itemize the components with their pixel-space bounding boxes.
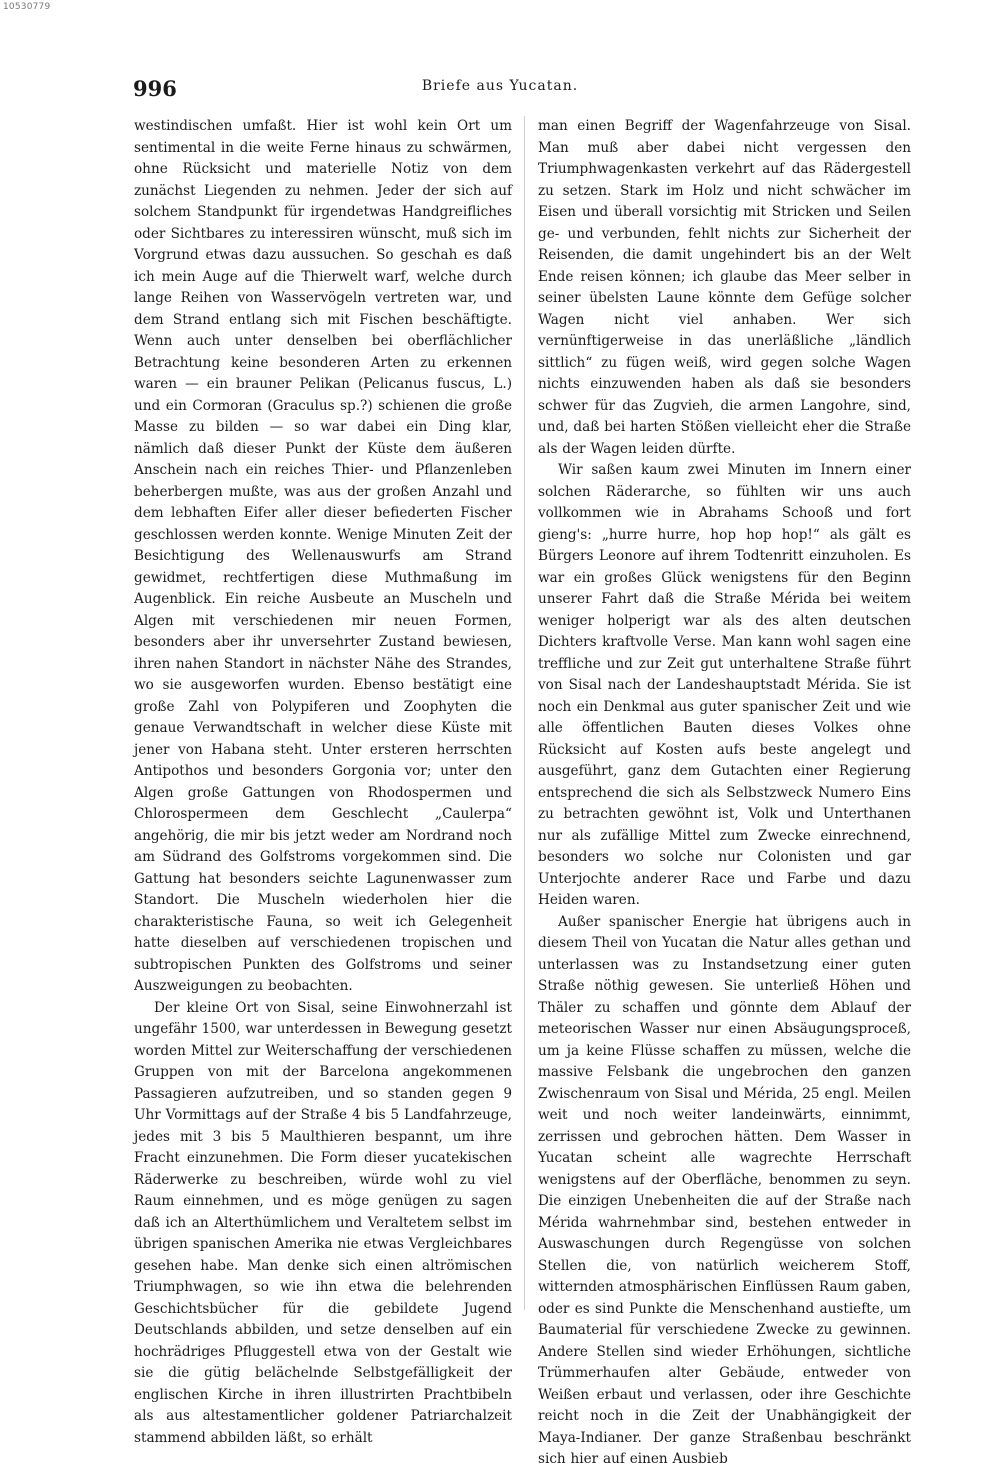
paragraph: westindischen umfaßt. Hier ist wohl kein Ort um sentimental in die weite Ferne hinaus zu schwärmen, ohne Rücksicht und materielle Notiz von dem zunächst Liegenden zu nehmen. Jeder der sich auf solchem Standpunkt für irgendetwas Handgreifliches oder Sichtbares zu interessiren wünscht, muß sich im Vorgrund etwas dazu aussuchen. So geschah es daß ich mein Auge auf die Thierwelt warf, welche durch lange Reihen von Wasservögeln vertreten war, und dem Strand entlang sich mit Fischen beschäftigte. Wenn auch unter denselben bei oberflächlicher Betrachtung keine besonderen Arten zu erkennen waren — ein brauner Pelikan (Pelicanus fuscus, L.) und ein Cormoran (Graculus sp.?) schienen die große Masse zu bilden — so war dabei ein Ding klar, nämlich daß dieser Punkt der Küste dem äußeren Anschein nach ein reiches Thier- und Pflanzenleben beherbergen mußte, was aus der großen Anzahl und dem lebhaften Eifer aller dieser befiederten Fischer geschlossen werden konnte. Wenige Minuten Zeit der Besichtigung des Wellenauswurfs am Strand gewidmet, rechtfertigen diese Muthmaßung im Augenblick. Ein reiche Ausbeute an Muscheln und Algen mit verschiedenen mir neuen Formen, besonders aber ihr unversehrter Zustand bewiesen, ihren nahen Standort in nächster Nähe des Strandes, wo sie ausgeworfen wurden. Ebenso bestätigt eine große Zahl von Polypiferen und Zoophyten die genaue Verwandtschaft in welcher diese Küste mit jener von Habana steht. Unter ersteren herrschten Antipothos und besonders Gorgonia vor; unter den Algen große Gattungen von Rhodospermen und Chlorospermeen dem Geschlecht „Caulerpa“ angehörig, die mir bis jetzt weder am Nordrand noch am Südrand des Golfstroms vorgekommen sind. Die Gattung hat besonders seichte Lagunenwasser zum Standort. Die Muscheln wiederholen hier die charakteristische Fauna, so weit ich Gelegenheit hatte dieselben auf verschiedenen tropischen und subtropischen Punkten des Golfstroms und seiner Auszweigungen zu beobachten. bbox=[134, 118, 512, 994]
paragraph: man einen Begriff der Wagenfahrzeuge von Sisal. Man muß aber dabei nicht vergessen den Triumphwagenkasten verkehrt auf das Rädergestell zu setzen. Stark im Holz und nicht schwächer im Eisen und überall vorsichtig mit Stricken und Seilen ge- und verbunden, fehlt nichts zur Sicherheit der Reisenden, die damit ungehindert bis an der Welt Ende reisen können; ich glaube das Meer selber in seiner übelsten Laune könnte dem Gefüge solcher Wagen nicht viel anhaben. Wer sich vernünftigerweise in das unerläßliche „ländlich sittlich“ zu fügen weiß, wird gegen solche Wagen nichts einzuwenden haben als daß sie besonders schwer für das Zugvieh, die armen Langohre, sind, und, daß bei harten Stößen vielleicht eher die Straße als der Wagen leiden dürfte. bbox=[538, 118, 911, 457]
paragraph: Der kleine Ort von Sisal, seine Einwohnerzahl ist ungefähr 1500, war unterdessen in Bewegung gesetzt worden Mittel zur Weiterschaffung der verschiedenen Gruppen von mit der Barcelona angekommenen Passagieren aufzutreiben, und so standen gegen 9 Uhr Vormittags auf der Straße 4 bis 5 Landfahrzeuge, jedes mit 3 bis 5 Maulthieren bespannt, um ihre Fracht einzunehmen. Die Form dieser yucatekischen Räderwerke zu beschreiben, würde wohl zu viel Raum einnehmen, und es möge genügen zu sagen daß ich an Alterthümlichem und Veraltetem selbst im übrigen spanischen Amerika nie etwas Vergleichbares gesehen habe. Man denke sich einen altrömischen Triumphwagen, so wie ihn etwa die belehrenden Geschichtsbücher für die gebildete Jugend Deutschlands abbilden, und setze denselben auf ein hochrädriges Pfluggestell etwa von der Gestalt wie sie die gütig belächelnde Selbstgefälligkeit der englischen Kirche in ihren illustrirten Prachtbibeln als aus altestamentlicher goldener Patriarchalzeit stammend abbilden läßt, so erhält bbox=[134, 999, 512, 1446]
left-column bbox=[134, 116, 512, 1446]
column-divider bbox=[524, 116, 525, 1310]
running-title: Briefe aus Yucatan. bbox=[421, 78, 579, 94]
paragraph: Wir saßen kaum zwei Minuten im Innern einer solchen Räderarche, so fühlten wir uns auch vollkommen wie in Abrahams Schooß und fort gieng's: „hurre hurre, hop hop hop!“ als gält es Bürgers Leonore auf ihrem Todtenritt einzuholen. Es war ein großes Glück wenigstens für den Beginn unserer Fahrt daß die Straße Mérida bei weitem weniger holperigt war als des alten deutschen Dichters kraftvolle Verse. Man kann wohl sagen eine treffliche und zur Zeit gut unterhaltene Straße führt von Sisal nach der Landeshauptstadt Mérida. Sie ist noch ein Denkmal aus guter spanischer Zeit und wie alle öffentlichen Bauten dieses Volkes ohne Rücksicht auf Kosten aufs beste angelegt und ausgeführt, ganz dem Gutachten einer Regierung entsprechend die sich als Selbstzweck Numero Eins zu betrachten gewöhnt ist, Volk und Unterthanen nur als zufällige Mittel zum Zwecke einrechnend, besonders wo solche nur Colonisten und gar Unterjochte anderer Race und Farbe und dazu Heiden waren. bbox=[538, 462, 911, 908]
right-column bbox=[538, 116, 911, 1467]
scan-id: 10530779 bbox=[3, 2, 51, 12]
page-number: 996 bbox=[133, 76, 177, 101]
paragraph: Außer spanischer Energie hat übrigens auch in diesem Theil von Yucatan die Natur alles gethan und unterlassen was zu Instandsetzung einer guten Straße nöthig gewesen. Sie unterließ Höhen und Thäler zu schaffen und gönnte dem Ablauf der meteorischen Wasser nur einen Absäugungsproceß, um ja keine Flüsse schaffen zu müssen, welche die massive Felsbank die ungebrochen den ganzen Zwischenraum von Sisal und Mérida, 25 engl. Meilen weit und noch weiter landeinwärts, einnimmt, zerrissen und gebrochen hätten. Dem Wasser in Yucatan scheint alle wagrechte Herrschaft wenigstens auf der Oberfläche, benommen zu seyn. Die einzigen Unebenheiten die auf der Straße nach Mérida wahrnehmbar sind, bestehen entweder in Auswaschungen durch Regengüsse von solchen Stellen die, von natürlich weicherem Stoff, witternden atmosphärischen Einflüssen Raum gaben, oder es sind Punkte die Menschenhand austiefte, um Baumaterial für verschiedene Zwecke zu gewinnen. Andere Stellen sind wieder Erhöhungen, sichtliche Trümmerhaufen alter Gebäude, entweder von Weißen erbaut und verlassen, oder ihre Geschichte reicht noch in die Zeit der Unabhängigkeit der Maya-Indianer. Der ganze Straßenbau beschränkt sich hier auf einen Ausbieb bbox=[538, 913, 911, 1467]
